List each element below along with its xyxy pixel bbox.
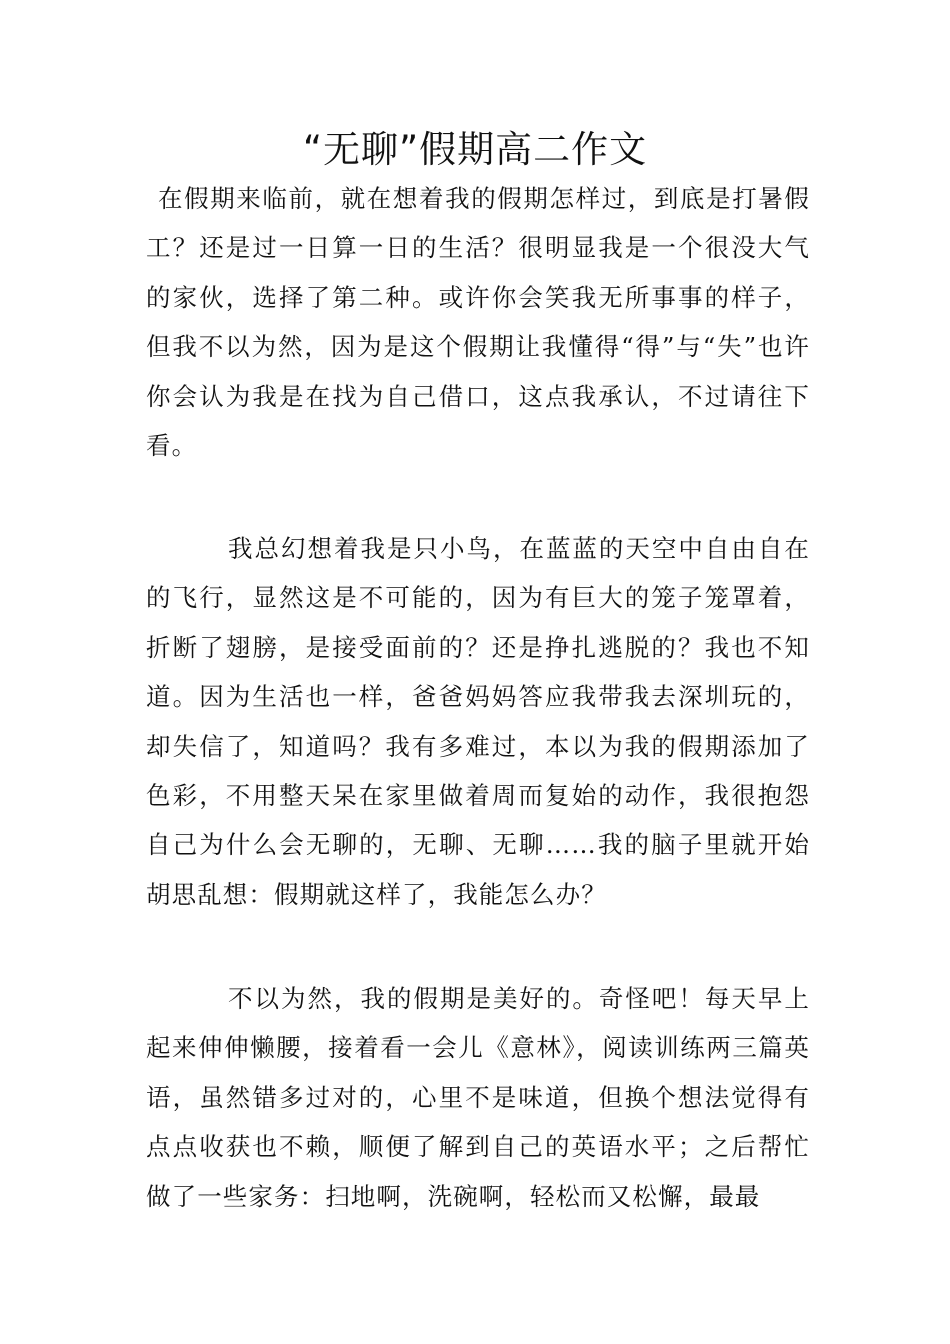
paragraph-1: 在假期来临前，就在想着我的假期怎样过，到底是打暑假工？还是过一日算一日的生活？很明显我是一个很没大气的家伙，选择了第二种。或许你会笑我无所事事的样子，但我不以为然，因为是这个假期让我懂得“得”与“失”也许你会认为我是在找为自己借口，这点我承认，不过请往下看。 (146, 184, 810, 461)
paragraph-2: 我总幻想着我是只小鸟，在蓝蓝的天空中自由自在的飞行，显然这是不可能的，因为有巨大的笼子笼罩着，折断了翅膀，是接受面前的？还是挣扎逃脱的？我也不知道。因为生活也一样，爸爸妈妈答应我带我去深圳玩的，却失信了，知道吗？我有多难过，本以为我的假期添加了色彩，不用整天呆在家里做着周而复始的动作，我很抱怨自己为什么会无聊的，无聊、无聊……我的脑子里就开始胡思乱想：假期就这样了，我能怎么办？ (146, 534, 810, 909)
paragraph-3: 不以为然，我的假期是美好的。奇怪吧！每天早上起来伸伸懒腰，接着看一会儿《意林》，阅读训练两三篇英语，虽然错多过对的，心里不是味道，但换个想法觉得有点点收获也不赖，顺便了解到自己的英语水平；之后帮忙做了一些家务：扫地啊，洗碗啊，轻松而又松懈，最最 (146, 984, 810, 1211)
document-title: “无聊”假期高二作文 (302, 128, 648, 171)
